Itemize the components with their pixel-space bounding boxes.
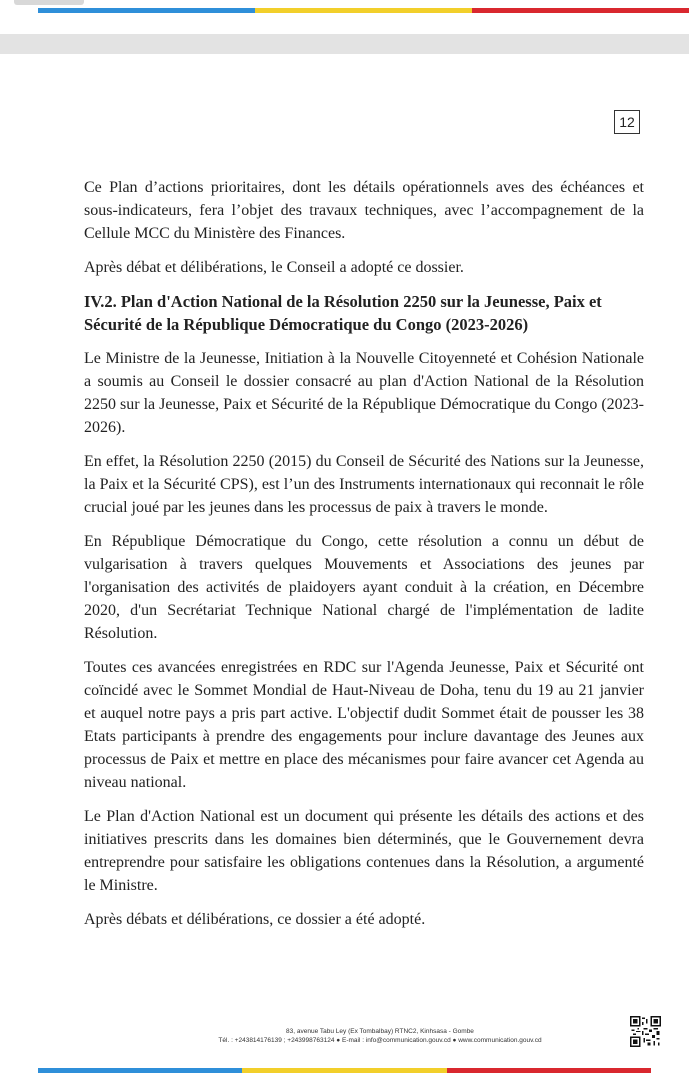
bottom-bar-blue [38,1068,242,1073]
paragraph: Après débats et délibérations, ce dossier a été adopté. [84,911,426,928]
bottom-color-bar [38,1068,651,1073]
page-number: 12 [614,110,640,134]
paragraph: Le Plan d'Action National est un document qui présente les détails des actions et des initiatives prescrits dans les domaines bien déterminés, que le Gouvernement devra entreprendre pour satisfaire les obligations contenues dans la Résolution, a argumenté le Ministre. [84,808,644,894]
document-body [84,176,644,942]
top-bar-red [472,8,689,13]
top-tab-indicator [14,0,84,5]
bottom-bar-red [447,1068,651,1073]
paragraph: Ce Plan d’actions prioritaires, dont les détails opérationnels aves des échéances et sous-indicateurs, fera l’objet des travaux techniques, avec l’accompagnement de la Cellule MCC du Ministère des Finances. [84,179,644,242]
header-strip [0,34,689,54]
paragraph: Toutes ces avancées enregistrées en RDC sur l'Agenda Jeunesse, Paix et Sécurité ont coïncidé avec le Sommet Mondial de Haut-Niveau de Doha, tenu du 19 au 21 janvier et auquel notre pays a pris part active. L'objectif dudit Sommet était de pousser les 38 Etats participants à prendre des engagements pour inclure davantage des Jeunes aux processus de Paix et mettre en place des mécanismes pour faire avancer cet Agenda au niveau national. [84,659,644,791]
paragraph: Après débat et délibérations, le Conseil a adopté ce dossier. [84,259,464,276]
top-color-bar [38,8,689,13]
paragraph: En effet, la Résolution 2250 (2015) du Conseil de Sécurité des Nations sur la Jeunesse, la Paix et la Sécurité CPS), est l’un des Instruments internationaux qui reconnait le rôle crucial joué par les jeunes dans les processus de paix à travers le monde. [84,453,644,516]
qr-code-icon [630,1016,661,1047]
bottom-bar-yellow [242,1068,446,1073]
footer-address: 83, avenue Tabu Ley (Ex Tombalbay) RTNC2, Kinhsasa - Gombe [286,1028,474,1035]
paragraph: Le Ministre de la Jeunesse, Initiation à la Nouvelle Citoyenneté et Cohésion Nationale a soumis au Conseil le dossier consacré au plan d'Action National de la Résolution 2250 sur la Jeunesse, Paix et Sécurité de la République Démocratique du Congo (2023-2026). [84,350,644,436]
paragraph: En République Démocratique du Congo, cette résolution a connu un début de vulgarisation à travers quelques Mouvements et Associations des jeunes par l'organisation des activités de plaidoyers ayant conduit à la création, en Décembre 2020, d'un Secrétariat Technique National chargé de l'implémentation de ladite Résolution. [84,533,644,642]
footer [170,1027,590,1045]
section-heading: IV.2. Plan d'Action National de la Résolution 2250 sur la Jeunesse, Paix et Sécurité de la République Démocratique du Congo (2023-2026) [84,292,602,334]
top-bar-blue [38,8,255,13]
top-bar-yellow [255,8,472,13]
footer-contact: Tél. : +243814176139 ; +243998763124 ● E-mail : info@communication.gouv.cd ● www.communication.gouv.cd [218,1037,542,1044]
